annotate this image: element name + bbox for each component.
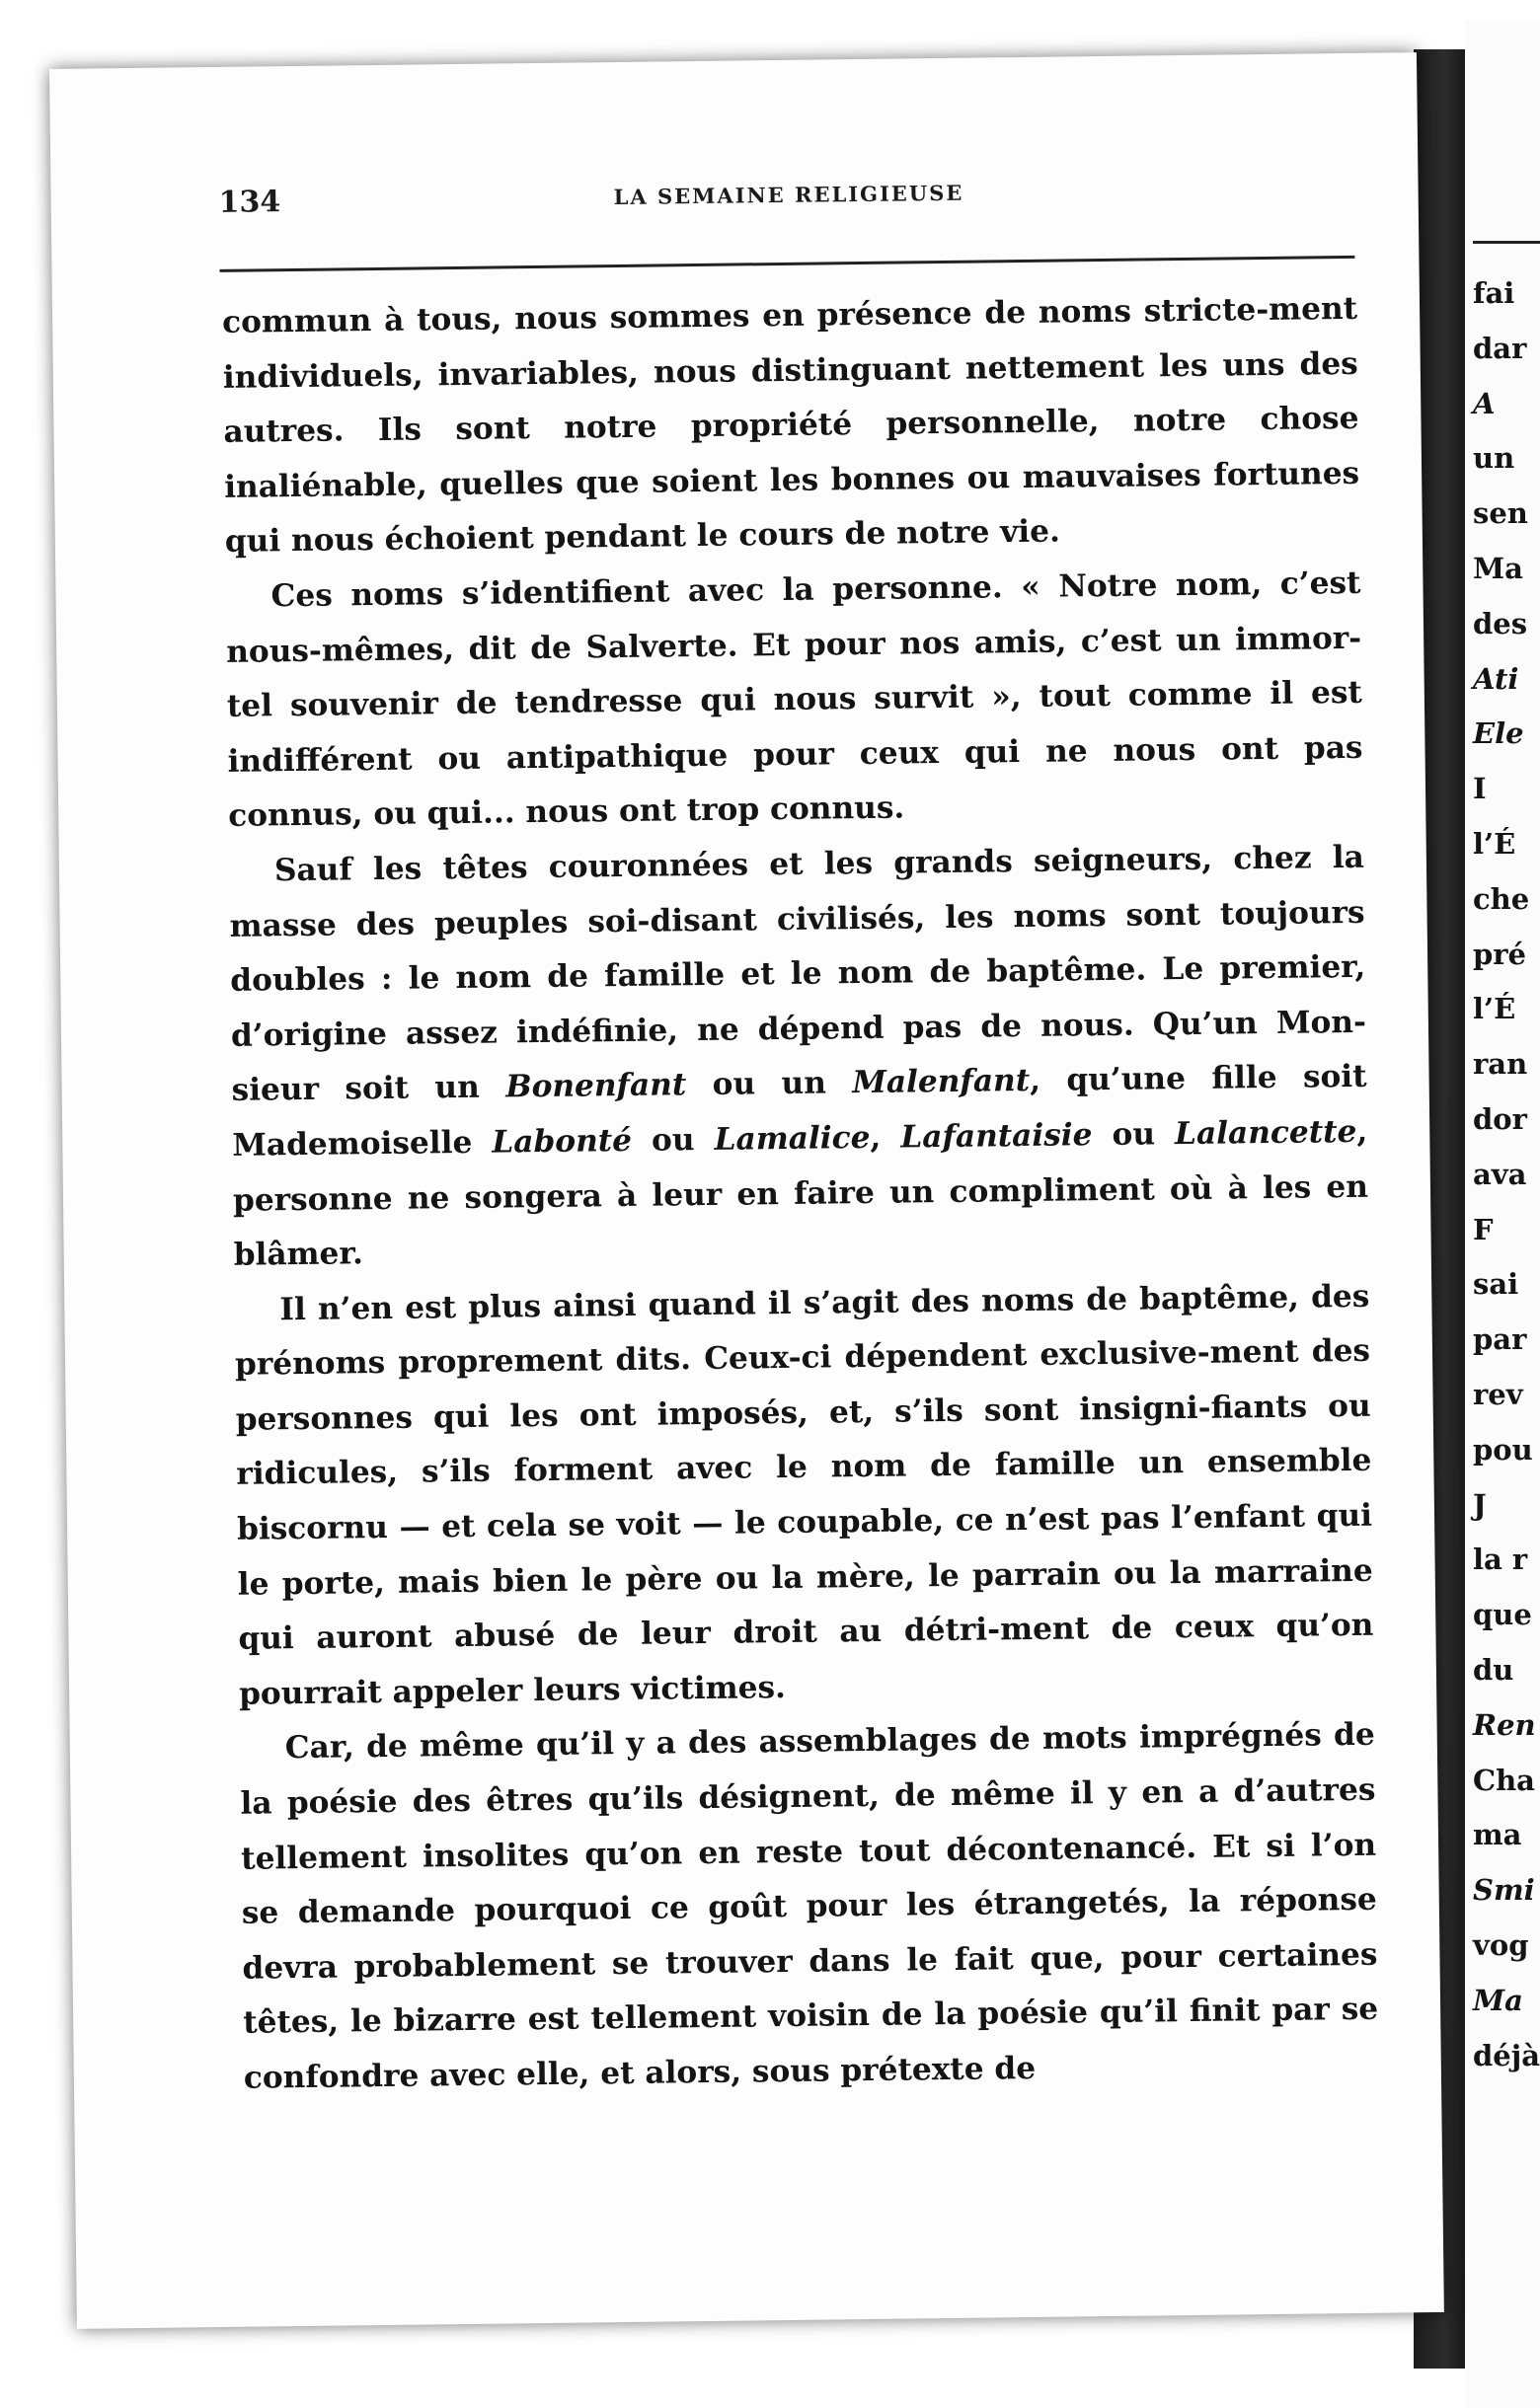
paragraph-3-text: , <box>870 1119 901 1156</box>
facing-page-fragment: J <box>1473 1488 1487 1522</box>
header-rule <box>219 256 1354 272</box>
facing-page-fragment: I <box>1473 772 1487 805</box>
facing-page-fragment: ma <box>1473 1818 1522 1851</box>
paragraph-3-text: , qu’une fille soit Mademoiselle <box>232 1059 1367 1164</box>
facing-page-fragment: pou <box>1473 1433 1533 1467</box>
paragraph-2: Ces noms s’identifient avec la personne. « Notre nom, c’est nous-mêmes, dit de Salverte. Et pour nos amis, c’est un immor-tel souvenir de tendresse qui nous survit », tout comme il est indifférent ou antipathique pour ceux qui ne nous ont pas connus, ou qui... nous ont trop connus. <box>226 564 1363 835</box>
facing-page-fragment: che <box>1473 882 1530 916</box>
facing-page-fragment: des <box>1473 607 1528 640</box>
facing-page-fragment: fai <box>1473 276 1515 310</box>
facing-page-fragment: dor <box>1473 1102 1527 1136</box>
paragraph-4: Il n’en est plus ainsi quand il s’agit des noms de baptême, des prénoms proprement dits. Ceux-ci dépendent exclusive-ment des personnes qui les ont imposés, et, s’ils sont insigni-fiants ou ridicules, s’ils forment avec le nom de famille un ensemble biscornu — et cela se voit — le coupable, ce n’est pas l’enfant qui le porte, mais bien le père ou la mère, le parrain ou la marraine qui auront abusé de leur droit au détri-ment de ceux qu’on pourrait appeler leurs victimes. <box>234 1278 1374 1712</box>
facing-page-fragment: Cha <box>1473 1764 1535 1797</box>
facing-page-fragment: déjà <box>1473 2039 1540 2072</box>
book-page <box>49 52 1444 2329</box>
facing-page-fragment: Ma <box>1473 1984 1523 2017</box>
facing-page-fragment: dar <box>1473 332 1527 365</box>
facing-page-fragment: ran <box>1473 1047 1528 1081</box>
facing-page-header-rule <box>1473 241 1540 244</box>
proper-name: Labonté <box>492 1122 633 1161</box>
facing-page-fragment: Ele <box>1473 716 1524 750</box>
paragraph-3-text: ou <box>631 1121 715 1159</box>
page-header <box>218 172 1354 245</box>
facing-page-fragment: Ati <box>1473 662 1519 696</box>
facing-page-fragment: l’É <box>1473 992 1516 1025</box>
proper-name: Bonenfant <box>504 1067 687 1105</box>
facing-page-fragment: Ren <box>1473 1708 1536 1742</box>
facing-page-fragment: sai <box>1473 1267 1519 1301</box>
page-body <box>222 282 1379 2107</box>
paragraph-3-text: , personne ne songera à leur en faire un compliment où à les en blâmer. <box>232 1113 1369 1273</box>
facing-page-fragment: rev <box>1473 1378 1523 1411</box>
facing-page-fragment: que <box>1473 1598 1532 1631</box>
proper-name: Malenfant <box>852 1063 1031 1101</box>
facing-page-fragment: Smi <box>1473 1873 1535 1907</box>
paragraph-3 <box>229 831 1369 1284</box>
facing-page-fragment: la r <box>1473 1543 1528 1576</box>
proper-name: Lafantaisie <box>900 1117 1093 1156</box>
paragraph-3-text: ou un <box>686 1065 853 1103</box>
page-number: 134 <box>218 185 281 220</box>
facing-page-fragment: pré <box>1473 938 1527 971</box>
proper-name: Lamalice <box>714 1119 871 1158</box>
facing-page-fragment: ava <box>1473 1158 1527 1191</box>
facing-page-fragment: Ma <box>1473 552 1523 585</box>
facing-page-fragment: sen <box>1473 496 1528 530</box>
facing-page-fragment: du <box>1473 1653 1514 1687</box>
paragraph-3-text: Sauf les têtes couronnées et les grands seigneurs, chez la masse des peuples soi-disant civilisés, les noms sont toujours doubles : le nom de famille et le nom de baptême. Le premier, d’origine assez indéfinie, ne dépend pas de nous. Qu’un Mon-sieur soit un <box>229 839 1367 1109</box>
facing-page-fragment: par <box>1473 1322 1527 1356</box>
facing-page-fragment: vog <box>1473 1928 1529 1962</box>
facing-page-fragment: F <box>1473 1213 1494 1246</box>
paragraph-5: Car, de même qu’il y a des assemblages de mots imprégnés de la poésie des êtres qu’ils désignent, de même il y en a d’autres tellement insolites qu’on en reste tout décontenancé. Et si l’on se demande pourquoi ce goût pour les étrangetés, la réponse devra probablement se trouver dans le fait que, pour certaines têtes, le bizarre est tellement voisin de la poésie qu’il finit par se confondre avec elle, et alors, sous prétexte de <box>240 1717 1379 2096</box>
facing-page-fragment: l’É <box>1473 827 1516 861</box>
paragraph-1: commun à tous, nous sommes en présence de noms stricte-ment individuels, invariables, nous distinguant nettement les uns des autres. Ils sont notre propriété personnelle, notre chose inaliénable, quelles que soient les bonnes ou mauvaises fortunes qui nous échoient pendant le cours de notre vie. <box>221 290 1360 561</box>
proper-name: Lalancette <box>1174 1113 1357 1153</box>
facing-page-fragment: A <box>1473 387 1496 420</box>
running-head: LA SEMAINE RELIGIEUSE <box>613 180 964 210</box>
paragraph-3-text: ou <box>1092 1116 1176 1154</box>
facing-page-fragment: un <box>1473 441 1515 475</box>
